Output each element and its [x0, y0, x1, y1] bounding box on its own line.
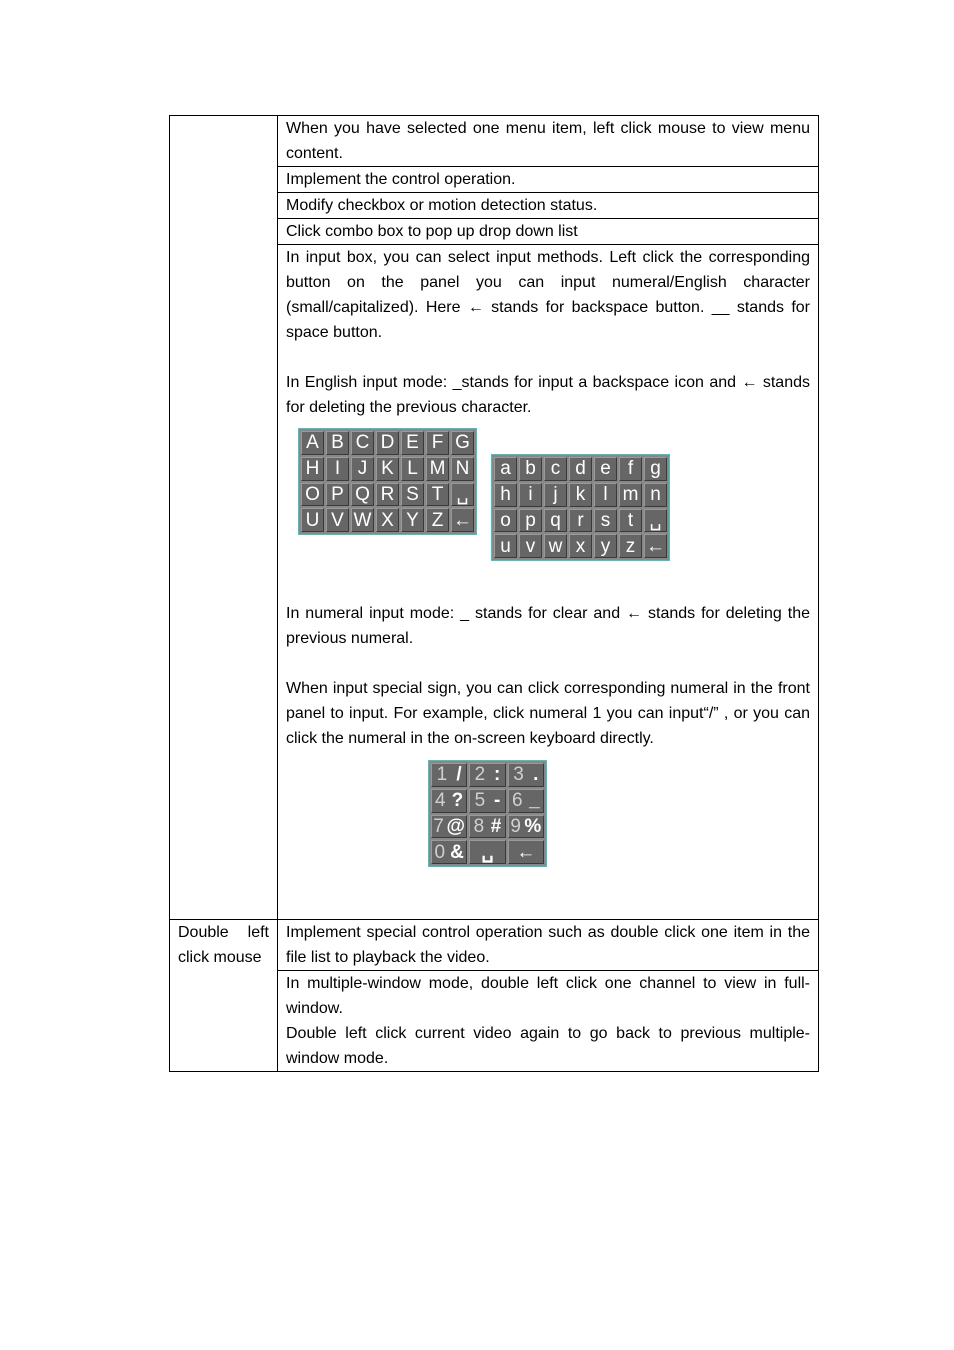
english-mode-text: In English input mode: _stands for input a backspace icon and ← stands for deleting the previous character. [286, 374, 810, 416]
numeral-label: 4 [435, 790, 446, 812]
full-window-text: In multiple-window mode, double left click one channel to view in full-window. [286, 975, 810, 1017]
numeric-key[interactable] [431, 763, 467, 787]
numeric-key[interactable] [508, 789, 544, 813]
keyboard-key[interactable]: K [376, 457, 399, 481]
english-keyboards [286, 420, 810, 580]
keyboard-key[interactable]: i [519, 483, 542, 507]
keyboard-key[interactable]: e [594, 457, 617, 481]
keyboard-key[interactable]: ← [646, 535, 665, 557]
numeral-label: 5 [474, 790, 486, 812]
keyboard-key[interactable]: W [351, 508, 374, 532]
numeral-label: 1 [436, 764, 448, 786]
keyboard-key[interactable]: f [619, 457, 642, 481]
keyboard-key[interactable]: s [594, 509, 617, 533]
keyboard-key[interactable]: O [301, 483, 324, 507]
menu-view-text: When you have selected one menu item, left click mouse to view menu content. [286, 120, 810, 162]
keyboard-key[interactable]: o [494, 509, 517, 533]
description-cell [278, 219, 819, 245]
numeral-label: 0 [434, 841, 446, 863]
numeral-label: 2 [474, 764, 486, 786]
keyboard-key[interactable]: p [519, 509, 542, 533]
symbol-label: . [533, 764, 539, 786]
numeric-key[interactable] [508, 815, 544, 839]
keyboard-key[interactable]: w [544, 534, 567, 558]
description-cell [278, 971, 819, 1072]
numeric-key[interactable] [508, 763, 544, 787]
numeric-key[interactable] [508, 840, 544, 864]
keyboard-key[interactable]: j [544, 483, 567, 507]
description-cell [278, 116, 819, 167]
keyboard-key[interactable]: M [426, 457, 449, 481]
checkbox-text: Modify checkbox or motion detection status. [286, 197, 598, 214]
combo-box-text: Click combo box to pop up drop down list [286, 223, 578, 240]
keyboard-key[interactable]: ← [453, 509, 472, 531]
symbol-label: @ [446, 815, 466, 837]
symbol-label: _ [529, 790, 540, 812]
symbol-label: / [456, 764, 462, 786]
keyboard-key[interactable]: v [519, 534, 542, 558]
keyboard-key[interactable]: a [494, 457, 517, 481]
numeric-key[interactable] [469, 840, 505, 864]
keyboard-key[interactable]: Y [401, 508, 424, 532]
keyboard-key[interactable]: E [401, 431, 424, 455]
keyboard-key[interactable]: r [569, 509, 592, 533]
numeric-key[interactable] [469, 763, 505, 787]
uppercase-keyboard [298, 428, 477, 535]
numeral-label: 8 [473, 815, 485, 837]
keyboard-key[interactable]: b [519, 457, 542, 481]
keyboard-key[interactable]: T [426, 483, 449, 507]
keyboard-key[interactable]: D [376, 431, 399, 455]
table-row [170, 116, 819, 167]
keyboard-key[interactable]: n [644, 483, 667, 507]
keyboard-key[interactable]: ␣ [644, 509, 667, 533]
control-operation-text: Implement the control operation. [286, 171, 516, 188]
keyboard-key[interactable]: ␣ [451, 483, 474, 507]
keyboard-key[interactable]: C [351, 431, 374, 455]
keyboard-key[interactable]: h [494, 483, 517, 507]
keyboard-key[interactable]: N [451, 457, 474, 481]
input-method-cell [278, 245, 819, 920]
keyboard-key[interactable]: l [594, 483, 617, 507]
keyboard-key[interactable]: m [619, 483, 642, 507]
double-click-label-cell [170, 920, 278, 1072]
numeral-label: 7 [433, 815, 444, 837]
numeric-key[interactable] [431, 789, 467, 813]
keyboard-key[interactable]: H [301, 457, 324, 481]
keyboard-key[interactable]: I [326, 457, 349, 481]
symbol-label: # [490, 815, 502, 837]
keyboard-key[interactable]: S [401, 483, 424, 507]
keyboard-key[interactable]: t [619, 509, 642, 533]
keyboard-key[interactable]: U [301, 508, 324, 532]
keyboard-key[interactable]: G [451, 431, 474, 455]
numeric-key[interactable] [431, 840, 467, 864]
description-cell [278, 167, 819, 193]
keyboard-key[interactable]: A [301, 431, 324, 455]
keyboard-key[interactable]: F [426, 431, 449, 455]
numeric-keyboard-area [286, 751, 810, 916]
numeric-key[interactable] [469, 789, 505, 813]
keyboard-key[interactable]: J [351, 457, 374, 481]
keyboard-key[interactable]: z [619, 534, 642, 558]
table-row [170, 920, 819, 971]
symbol-label: % [524, 815, 542, 837]
keyboard-key[interactable]: d [569, 457, 592, 481]
multi-window-back-text: Double left click current video again to go back to previous multiple-window mode. [286, 1025, 810, 1067]
numeral-label: 6 [511, 790, 523, 812]
left-cell-empty [170, 116, 278, 920]
numeric-key[interactable] [431, 815, 467, 839]
numeric-keyboard [428, 760, 547, 867]
symbol-label: ? [451, 790, 464, 812]
keyboard-key[interactable]: Q [351, 483, 374, 507]
mouse-operation-table [169, 115, 819, 1072]
keyboard-key[interactable]: y [594, 534, 617, 558]
keyboard-key[interactable]: x [569, 534, 592, 558]
keyboard-key[interactable]: g [644, 457, 667, 481]
symbol-label: ← [516, 841, 536, 863]
double-click-playback-text: Implement special control operation such as double click one item in the file list to playback the video. [286, 924, 810, 966]
keyboard-key[interactable]: Z [426, 508, 449, 532]
keyboard-key[interactable]: k [569, 483, 592, 507]
symbol-label: - [493, 790, 501, 812]
special-sign-text: When input special sign, you can click corresponding numeral in the front panel to input. For example, click numeral 1 you can input“/” , or you can click the numeral in the on-screen keyboard directly. [286, 680, 810, 747]
symbol-label: ␣ [481, 841, 494, 863]
double-click-label: Double left click mouse [178, 924, 269, 966]
keyboard-key[interactable]: u [494, 534, 517, 558]
numeral-label: 3 [513, 764, 524, 786]
numeral-mode-text: In numeral input mode: _ stands for clear and ← stands for deleting the previous numeral. [286, 605, 810, 647]
keyboard-key[interactable]: B [326, 431, 349, 455]
keyboard-key[interactable]: q [544, 509, 567, 533]
description-cell [278, 193, 819, 219]
numeral-label: 9 [510, 815, 521, 837]
keyboard-key[interactable]: V [326, 508, 349, 532]
keyboard-key[interactable]: R [376, 483, 399, 507]
input-method-text: In input box, you can select input methods. Left click the corresponding button on the panel you can input numeral/English character (small/capitalized). Here ← stands for backspace button. __ stands for space button. [286, 249, 810, 341]
keyboard-key[interactable]: L [401, 457, 424, 481]
keyboard-key[interactable]: X [376, 508, 399, 532]
keyboard-key[interactable]: P [326, 483, 349, 507]
symbol-label: & [450, 841, 464, 863]
numeric-key[interactable] [469, 815, 505, 839]
lowercase-keyboard [491, 454, 670, 561]
description-cell [278, 920, 819, 971]
keyboard-key[interactable]: c [544, 457, 567, 481]
symbol-label: : [493, 764, 501, 786]
